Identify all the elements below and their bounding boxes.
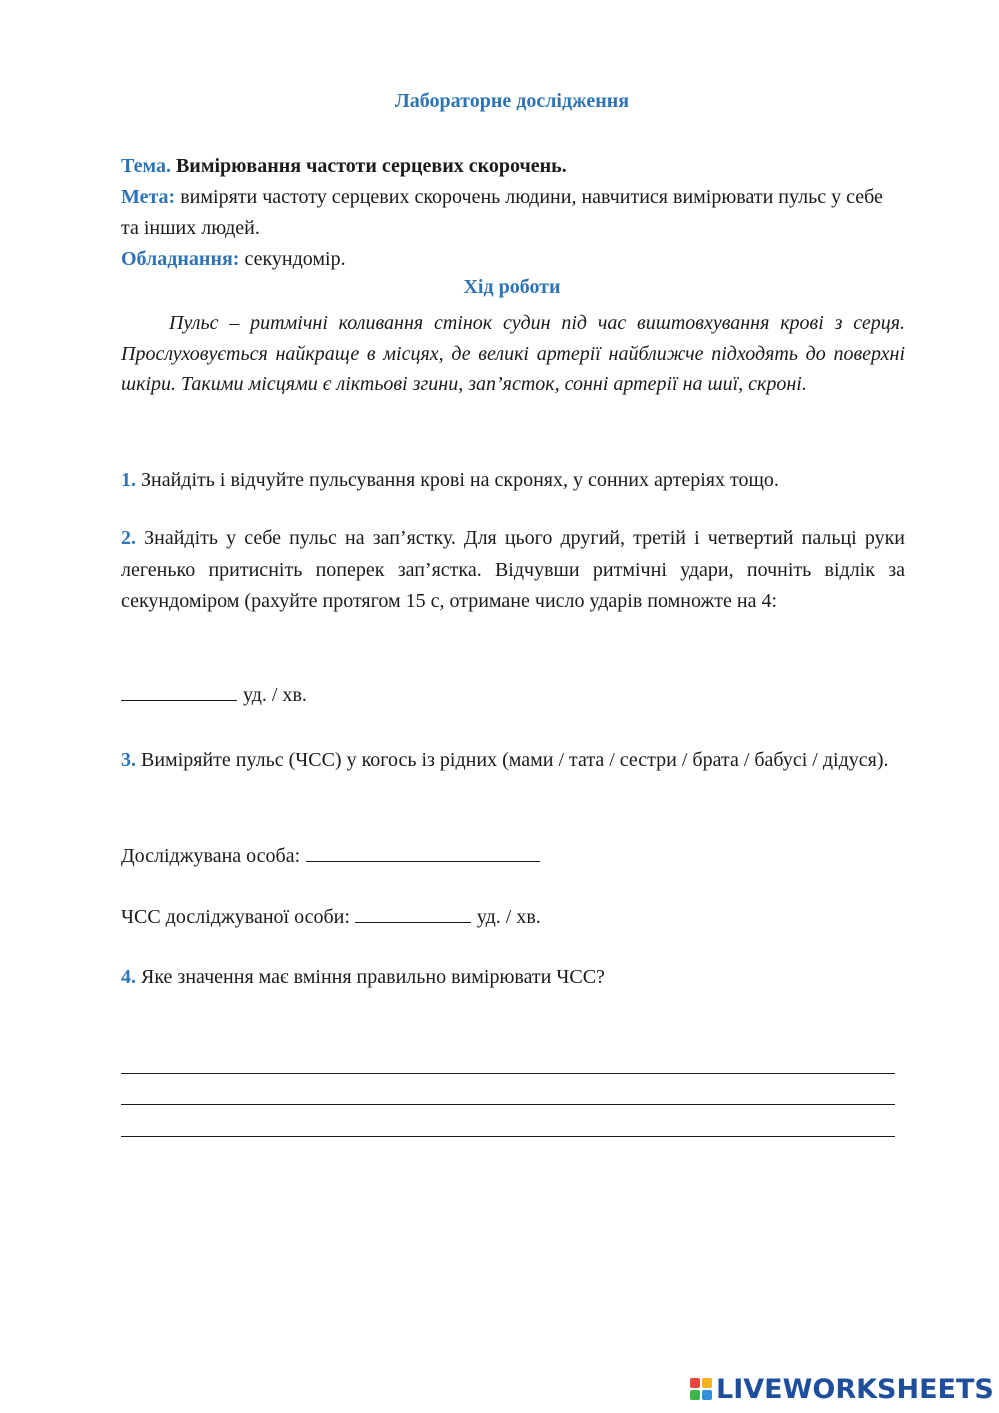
task-number: 3. (121, 749, 136, 771)
logo-square (690, 1390, 700, 1400)
person-blank[interactable] (306, 839, 540, 862)
task-2 (121, 523, 905, 618)
liveworksheets-logo (690, 1373, 994, 1405)
intro-paragraph: Пульс – ритмічні коливання стінок судин під час виштовхування крові з серця. Прослуховується найкраще в місцях, де великі артерії найближче підходять до поверхні шкіри. Такими місцями є ліктьові згини, зап’ясток, сонні артерії на шиї, скроні. (121, 312, 905, 395)
logo-square (690, 1378, 700, 1388)
goal-label: Мета: (121, 186, 176, 208)
own-pulse-unit: уд. / хв. (243, 684, 307, 706)
task-number: 2. (121, 527, 136, 549)
person-field (121, 839, 905, 873)
page-title: Лабораторне дослідження (394, 90, 630, 112)
task-number: 1. (121, 469, 136, 491)
equipment-line (121, 244, 905, 275)
logo-text: LIVEWORKSHEETS (716, 1373, 994, 1405)
own-pulse-blank[interactable] (121, 678, 237, 701)
person-label: Досліджувана особа: (121, 845, 301, 867)
logo-square (702, 1390, 712, 1400)
goal-text: виміряти частоту серцевих скорочень людини, навчитися вимірювати пульс у себе та інших людей. (121, 186, 883, 239)
equipment-text: секундомір. (244, 248, 346, 270)
topic-label: Тема. (121, 155, 171, 177)
task-text: Яке значення має вміння правильно вимірювати ЧСС? (141, 966, 605, 988)
task-1 (121, 465, 905, 497)
task-number: 4. (121, 966, 136, 988)
topic-line (121, 151, 905, 182)
task-4 (121, 962, 905, 994)
topic-text: Вимірювання частоти серцевих скорочень. (175, 155, 567, 177)
liveworksheets-logo-icon (690, 1378, 712, 1400)
task-text: Знайдіть у себе пульс на зап’ястку. Для цього другий, третій і четвертий пальці руки легенько притисніть поперек зап’ястка. Відчувши ритмічні удари, почніть відлік за секундоміром (рахуйте протягом 15 с, отримане число ударів помножте на 4: (121, 527, 905, 612)
logo-square (702, 1378, 712, 1388)
header-block (121, 151, 905, 275)
task-text: Знайдіть і відчуйте пульсування крові на скронях, у сонних артеріях тощо. (141, 469, 779, 491)
procedure-title: Хід роботи (463, 276, 561, 298)
answer-line[interactable] (121, 1136, 895, 1137)
answer-line[interactable] (121, 1104, 895, 1105)
person-hr-unit: уд. / хв. (476, 906, 541, 928)
equipment-label: Обладнання: (121, 248, 240, 270)
goal-line (121, 182, 905, 244)
task-text: Виміряйте пульс (ЧСС) у когось із рідних (мами / тата / сестри / брата / бабусі / дідуся). (141, 749, 889, 771)
own-pulse-field (121, 678, 905, 712)
answer-line[interactable] (121, 1073, 895, 1074)
person-hr-blank[interactable] (355, 900, 471, 923)
task-3 (121, 745, 905, 777)
person-hr-label: ЧСС досліджуваної особи: (121, 906, 350, 928)
person-hr-field (121, 900, 905, 934)
